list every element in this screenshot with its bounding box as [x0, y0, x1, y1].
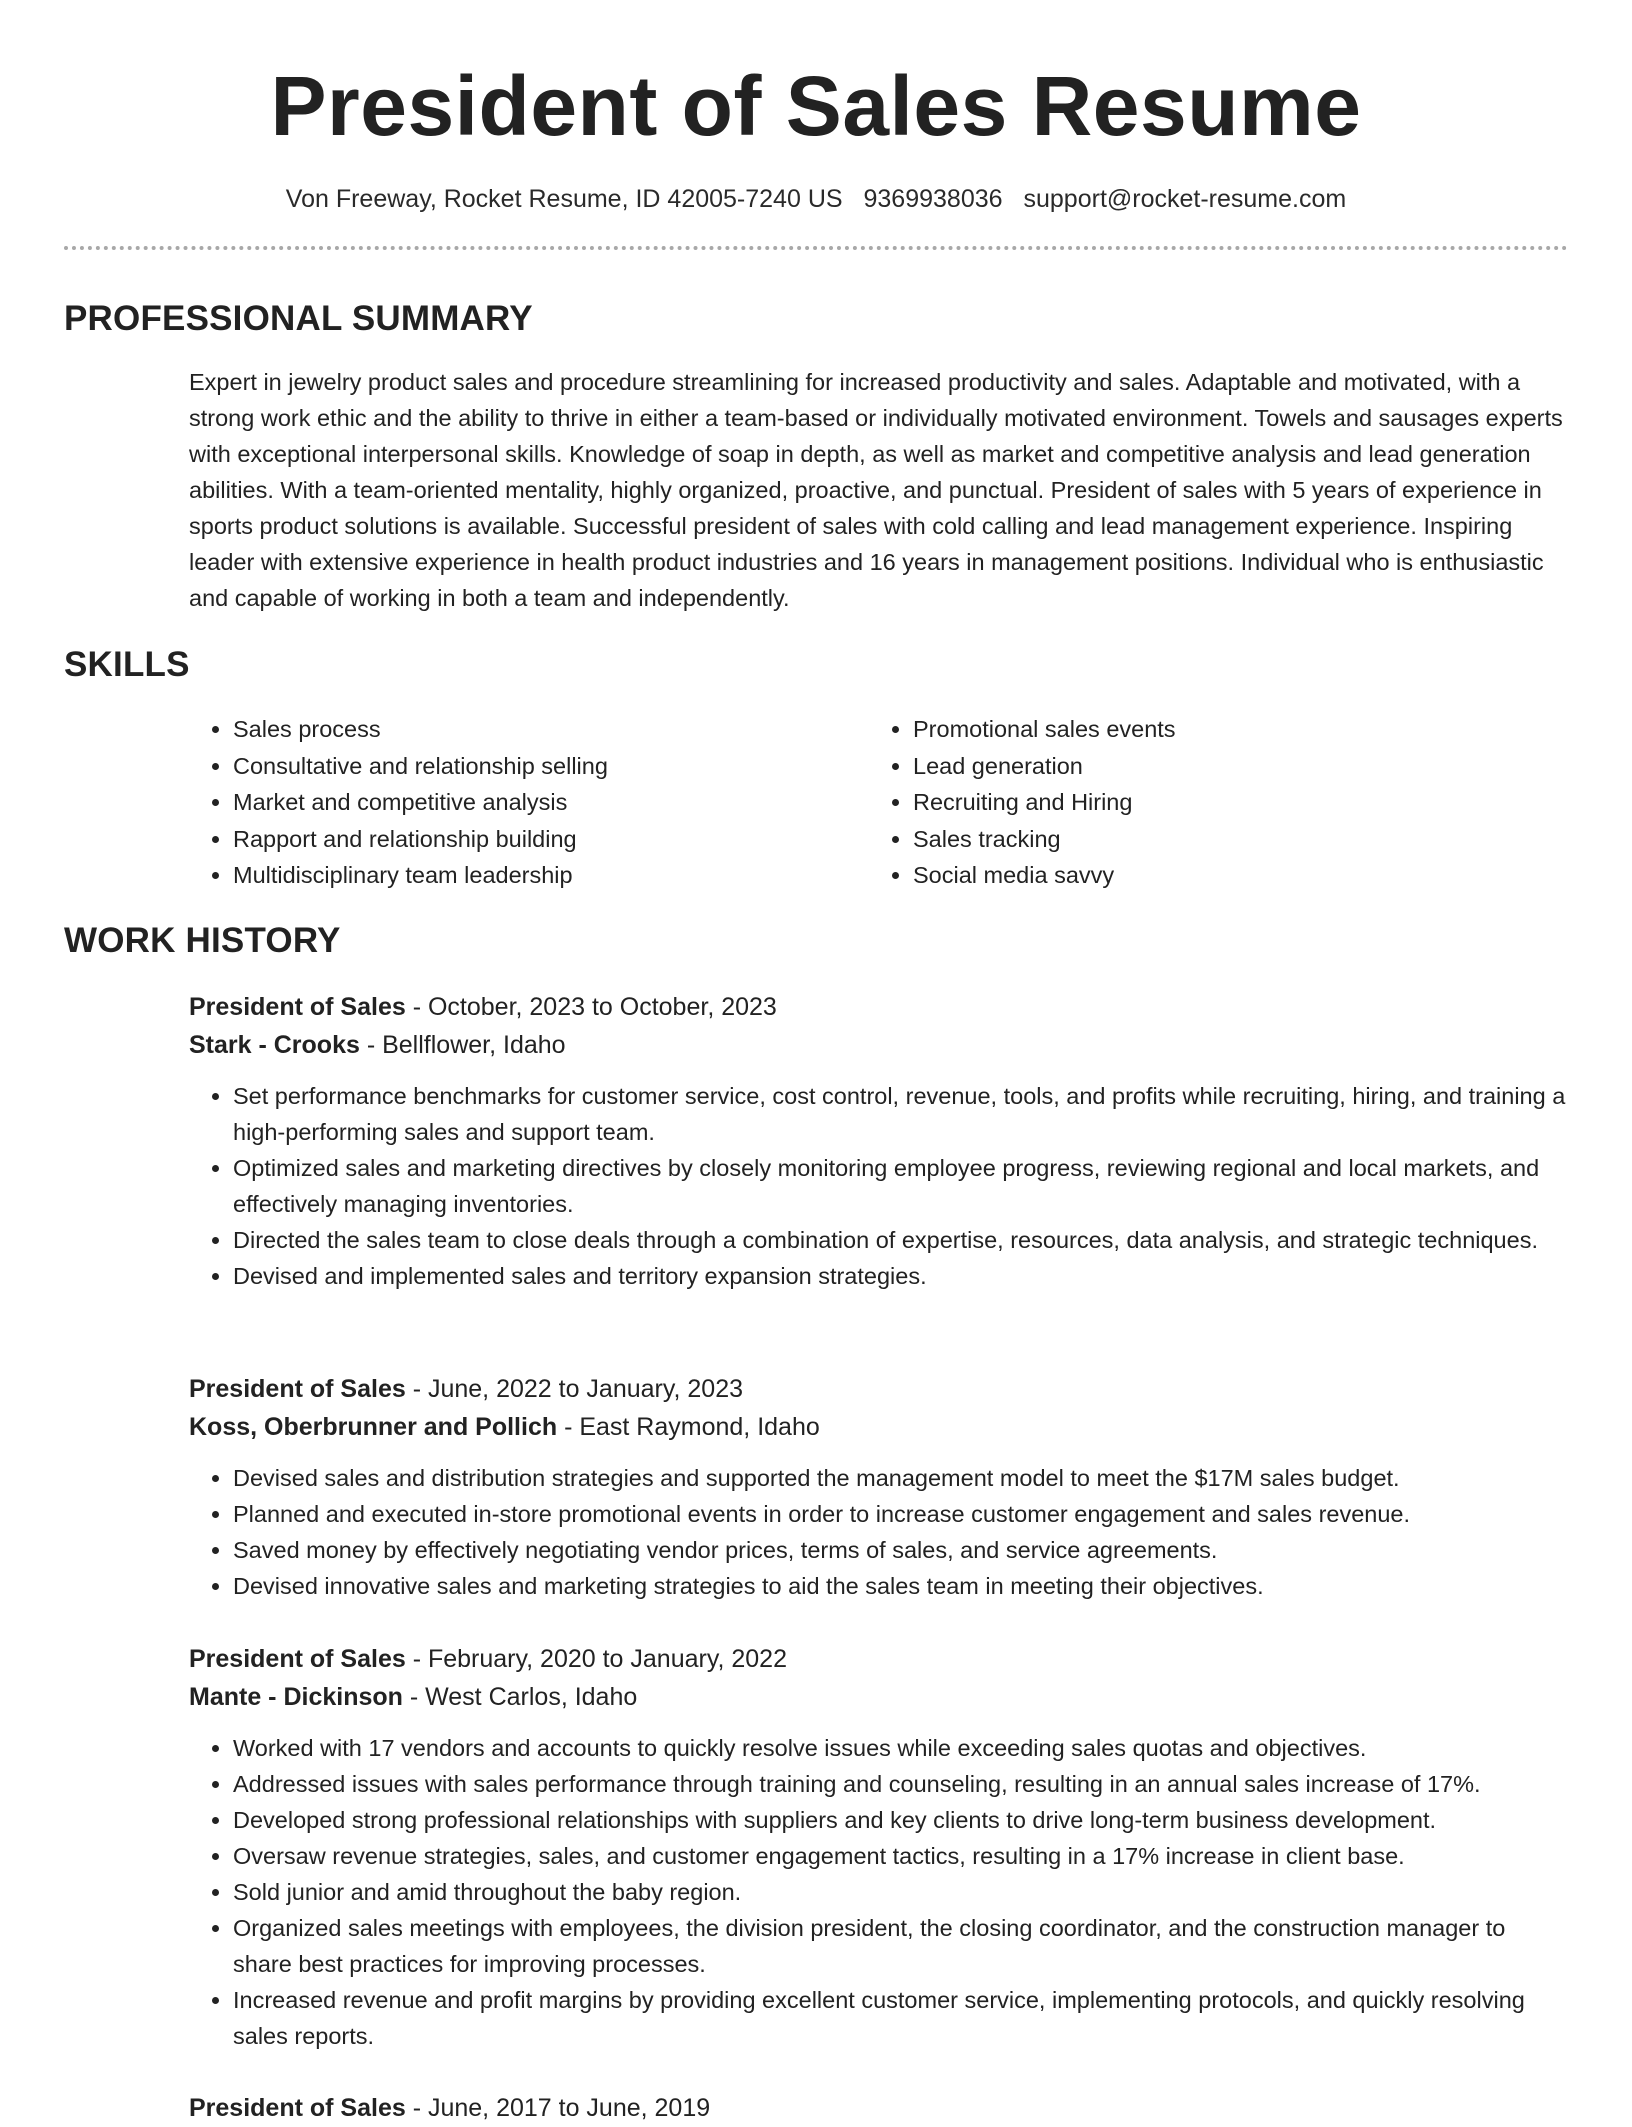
- contact-email: support@rocket-resume.com: [1023, 185, 1347, 213]
- job-company: Stark - Crooks: [189, 1031, 360, 1059]
- job-title-line: [189, 1370, 1569, 1408]
- header-divider: [64, 246, 1568, 250]
- contact-phone: 9369938036: [863, 185, 1003, 213]
- job-bullets: [189, 1460, 1569, 1604]
- job-bullet: • Devised innovative sales and marketing strategies to aid the sales team in meeting their objectives.: [233, 1568, 1569, 1604]
- skills-list: [189, 711, 1569, 894]
- job-dates: - October, 2023 to October, 2023: [405, 993, 777, 1021]
- job-entry: [189, 1370, 1569, 1604]
- job-bullet: • Organized sales meetings with employees, the division president, the closing coordinator, and the construction manager to share best practices for improving processes.: [233, 1910, 1569, 1982]
- skill-item: • Sales tracking: [913, 821, 1549, 858]
- contact-address: Von Freeway, Rocket Resume, ID 42005-7240 US: [285, 185, 843, 213]
- job-bullets: [189, 1078, 1569, 1294]
- resume-header: [0, 0, 1632, 250]
- job-company-line: [189, 1408, 1569, 1446]
- job-role: President of Sales: [189, 993, 406, 1021]
- skill-item: • Recruiting and Hiring: [913, 784, 1549, 821]
- skills-column-left: [189, 711, 869, 894]
- job-location: - East Raymond, Idaho: [557, 1413, 820, 1441]
- job-bullet: • Saved money by effectively negotiating vendor prices, terms of sales, and service agreements.: [233, 1532, 1569, 1568]
- work-history-heading: WORK HISTORY: [64, 921, 341, 960]
- job-bullet: • Oversaw revenue strategies, sales, and customer engagement tactics, resulting in a 17% increase in client base.: [233, 1838, 1569, 1874]
- job-bullet: • Set performance benchmarks for customer service, cost control, revenue, tools, and profits while recruiting, hiring, and training a high-performing sales and support team.: [233, 1078, 1569, 1150]
- skill-item: • Social media savvy: [913, 857, 1549, 894]
- job-bullet: • Worked with 17 vendors and accounts to quickly resolve issues while exceeding sales quotas and objectives.: [233, 1730, 1569, 1766]
- job-company-line: [189, 1678, 1569, 1716]
- job-company: Mante - Dickinson: [189, 1683, 403, 1711]
- job-location: - West Carlos, Idaho: [402, 1683, 638, 1711]
- job-bullets: [189, 1730, 1569, 2054]
- page-title: President of Sales Resume: [270, 59, 1362, 153]
- skill-item: • Multidisciplinary team leadership: [233, 857, 869, 894]
- job-bullet: • Sold junior and amid throughout the baby region.: [233, 1874, 1569, 1910]
- job-bullet: • Increased revenue and profit margins by providing excellent customer service, implementing protocols, and quickly resolving sales reports.: [233, 1982, 1569, 2054]
- job-entry: [189, 1640, 1569, 2054]
- job-title-line: [189, 988, 1569, 1026]
- skill-item: • Market and competitive analysis: [233, 784, 869, 821]
- summary-heading: PROFESSIONAL SUMMARY: [64, 299, 533, 338]
- skill-item: • Lead generation: [913, 748, 1549, 785]
- job-bullet: • Directed the sales team to close deals through a combination of expertise, resources, data analysis, and strategic techniques.: [233, 1222, 1569, 1258]
- job-bullet: • Planned and executed in-store promotional events in order to increase customer engagement and sales revenue.: [233, 1496, 1569, 1532]
- summary-text: Expert in jewelry product sales and procedure streamlining for increased productivity and sales. Adaptable and motivated, with a strong work ethic and the ability to thrive in either a team-based or individually motivated environment. Towels and sausages experts with exceptional interpersonal skills. Knowledge of soap in depth, as well as market and competitive analysis and lead generation abilities. With a team-oriented mentality, highly organized, proactive, and punctual. President of sales with 5 years of experience in sports product solutions is available. Successful president of sales with cold calling and lead management experience. Inspiring leader with extensive experience in health product industries and 16 years in management positions. Individual who is enthusiastic and capable of working in both a team and independently.: [189, 369, 1563, 611]
- job-entry: [189, 988, 1569, 1294]
- job-bullet: • Addressed issues with sales performance through training and counseling, resulting in an annual sales increase of 17%.: [233, 1766, 1569, 1802]
- skills-column-right: [869, 711, 1549, 894]
- job-role: President of Sales: [189, 1375, 406, 1403]
- job-role: President of Sales: [189, 2094, 406, 2122]
- skill-item: • Sales process: [233, 711, 869, 748]
- job-bullet: • Optimized sales and marketing directives by closely monitoring employee progress, reviewing regional and local markets, and effectively managing inventories.: [233, 1150, 1569, 1222]
- job-bullet: • Devised sales and distribution strategies and supported the management model to meet the $17M sales budget.: [233, 1460, 1569, 1496]
- contact-info: [0, 182, 1632, 216]
- job-role: President of Sales: [189, 1645, 406, 1673]
- job-location: - Bellflower, Idaho: [359, 1031, 566, 1059]
- job-bullet: • Devised and implemented sales and territory expansion strategies.: [233, 1258, 1569, 1294]
- skills-heading: SKILLS: [64, 645, 190, 684]
- job-bullet: • Developed strong professional relationships with suppliers and key clients to drive long-term business development.: [233, 1802, 1569, 1838]
- skill-item: • Consultative and relationship selling: [233, 748, 869, 785]
- job-title-line: [189, 2089, 1569, 2127]
- job-dates: - June, 2022 to January, 2023: [405, 1375, 744, 1403]
- skill-item: • Promotional sales events: [913, 711, 1549, 748]
- job-entry: [189, 2089, 1569, 2127]
- skill-item: • Rapport and relationship building: [233, 821, 869, 858]
- job-title-line: [189, 1640, 1569, 1678]
- job-dates: - February, 2020 to January, 2022: [405, 1645, 787, 1673]
- job-dates: - June, 2017 to June, 2019: [405, 2094, 711, 2122]
- job-company-line: [189, 1026, 1569, 1064]
- job-company: Koss, Oberbrunner and Pollich: [189, 1413, 558, 1441]
